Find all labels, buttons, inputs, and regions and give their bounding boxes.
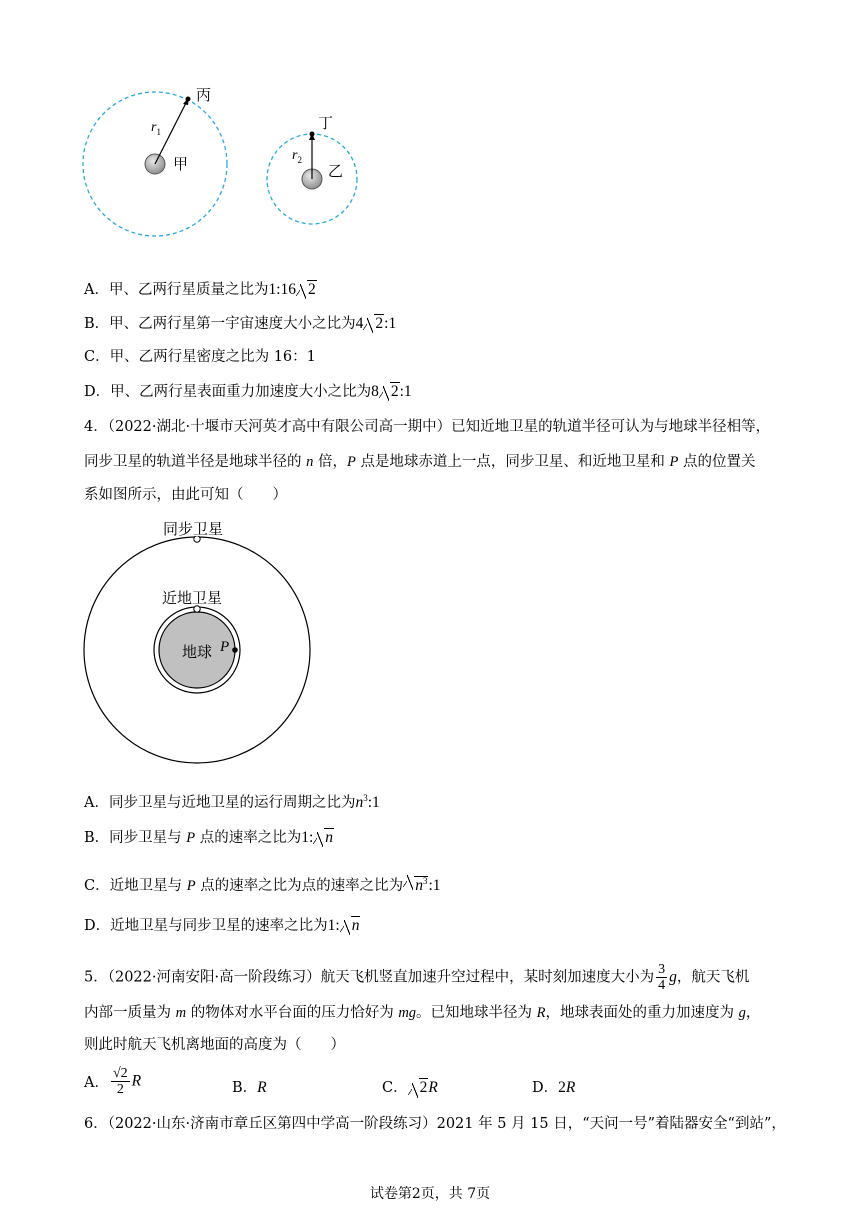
q6-stem-line-1: 6．（2022·山东·济南市章丘区第四中学高一阶段练习）2021 年 5 月 15 日，“天问一号”着陆器安全“到站”， — [84, 1116, 786, 1132]
q5-stem-line-1: 5．（2022·河南安阳·高一阶段练习）航天飞机竖直加速升空过程中，某时刻加速度大小为 $\frac{3}{4}$ g，航天飞机 — [84, 962, 750, 993]
q4-option-a: A．同步卫星与近地卫星的运行周期之比为$n^3:1$ — [84, 793, 380, 811]
q5-stem-line-3: 则此时航天飞机离地面的高度为（ ） — [84, 1037, 345, 1053]
near-satellite-label: 近地卫星 — [162, 590, 223, 607]
r2-label: $r_2$ — [292, 148, 302, 165]
p-label: P — [220, 639, 230, 655]
q4-stem-line-2: 同步卫星的轨道半径是地球半径的 n 倍，P 点是地球赤道上一点，同步卫星、和近地卫星和 P 点的位置关 — [84, 454, 756, 470]
sat-c-label: 丙 — [196, 86, 212, 104]
q4-option-b: B．同步卫星与 P 点的速率之比为1: n — [84, 829, 334, 846]
sat-d-label: 丁 — [318, 114, 334, 132]
page-footer: 试卷第2页，共 7页 — [369, 1186, 491, 1202]
q3-option-a: A．甲、乙两行星质量之比为1:16 2 — [84, 281, 316, 298]
satellite-d — [310, 132, 315, 137]
q5-option-a: A． $\frac{√2}{2}$ R — [84, 1066, 142, 1097]
earth-label: 地球 — [182, 644, 213, 661]
q3-option-b: B．甲、乙两行星第一宇宙速度大小之比为4 2:1 — [84, 315, 397, 332]
q4-stem-line-3: 系如图所示，由此可知（ ） — [84, 487, 287, 503]
r1-label: $r_1$ — [151, 120, 161, 137]
q3-option-c: C．甲、乙两行星密度之比为 16：1 — [84, 349, 316, 365]
q5-option-b: B．R — [232, 1079, 267, 1096]
q4-option-c: C．近地卫星与 P 点的速率之比为点的速率之比为 $n^3:1$ — [84, 871, 441, 896]
sync-satellite-label: 同步卫星 — [163, 521, 224, 538]
satellite-c — [186, 97, 191, 102]
q5-stem-line-2: 内部一质量为 m 的物体对水平台面的压力恰好为 mg。已知地球半径为 R，地球表面处的重力加速度为 g， — [84, 1005, 761, 1021]
planet-b-label: 乙 — [328, 162, 344, 180]
point-p — [232, 647, 238, 653]
q3-option-d: D．甲、乙两行星表面重力加速度大小之比为8 2:1 — [84, 383, 412, 400]
planet-a-label: 甲 — [173, 155, 189, 173]
q4-option-d: D．近地卫星与同步卫星的速率之比为1: n — [84, 917, 360, 934]
q5-option-c: C． 2R — [382, 1079, 438, 1096]
q5-option-d: D．2R — [532, 1079, 576, 1096]
q4-stem-line-1: 4．（2022·湖北·十堰市天河英才高中有限公司高一期中）已知近地卫星的轨道半径可认为与地球半径相等， — [84, 419, 771, 435]
